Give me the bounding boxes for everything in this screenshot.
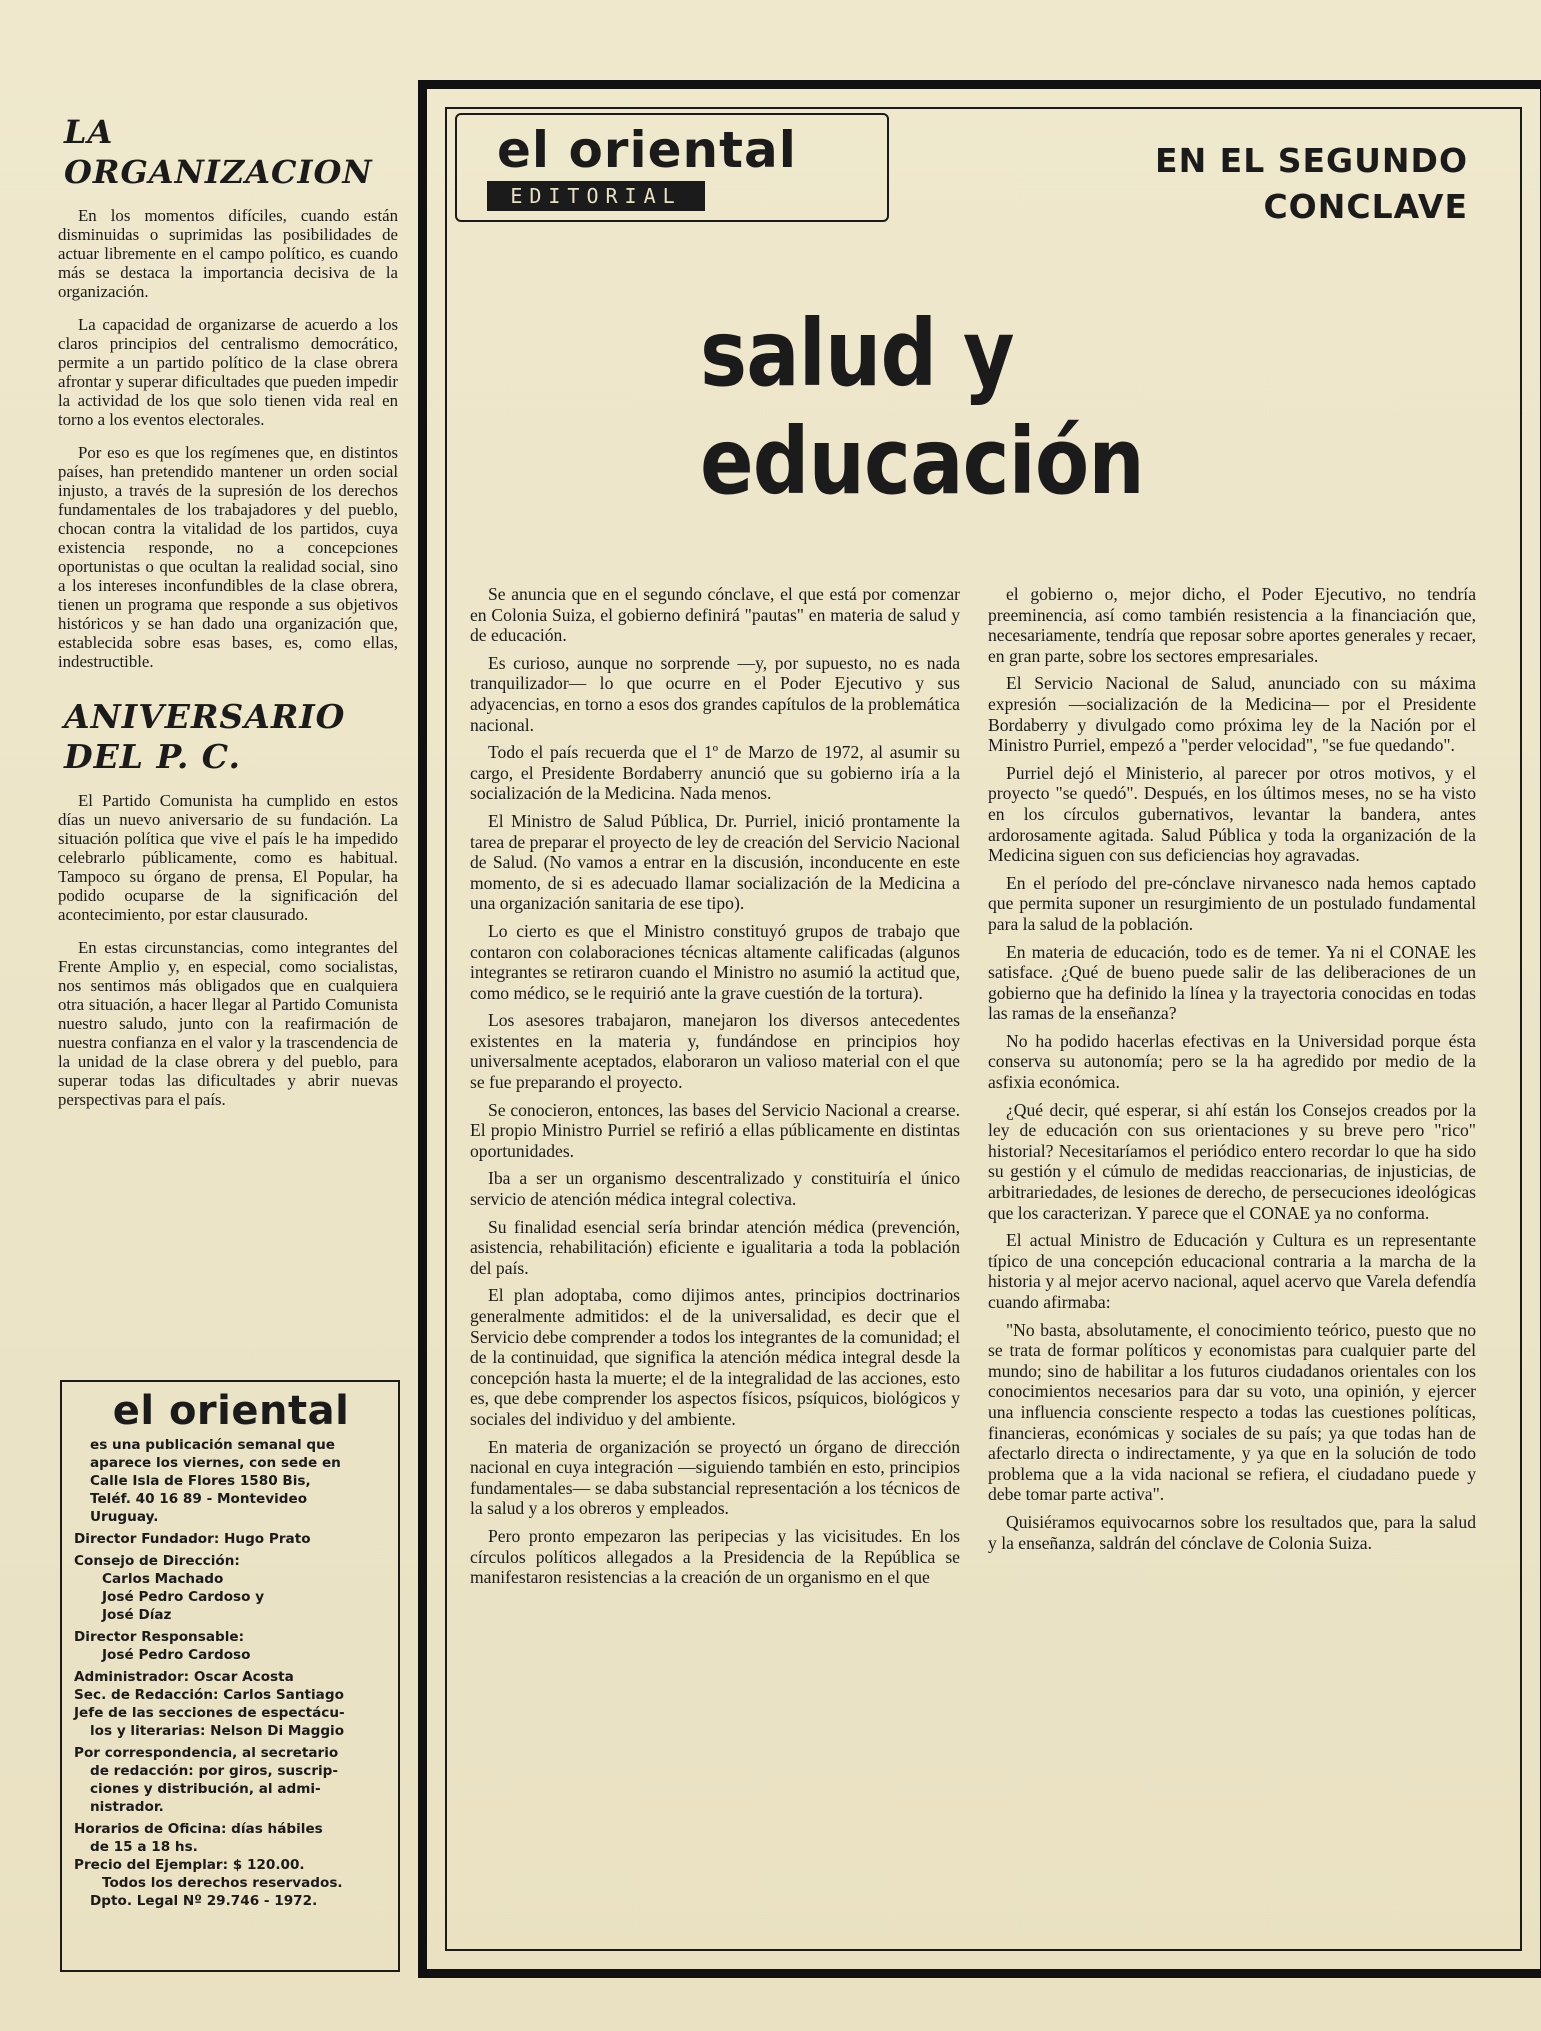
masthead-line: nistrador. <box>90 1799 164 1815</box>
paragraph: El Servicio Nacional de Salud, anunciado con su máxima expresión —socialización de la Medicina— por el Presidente Bordaberry y divulgado como próxima ley de la Nación por el Ministro Purriel, empezó a "perder velocidad", "se fue quedando". <box>988 673 1476 756</box>
logo-label: EDITORIAL <box>487 181 705 211</box>
paragraph: Purriel dejó el Ministerio, al parecer por otros motivos, y el proyecto "se quedó". Después, en los últimos meses, no se ha visto en los círculos gubernativos, levantar la bandera, antes ardorosamente agitada. Salud Pública y toda la organización de la Medicina siguen con sus deficiencias hoy agravadas. <box>988 762 1476 866</box>
paragraph: Lo cierto es que el Ministro constituyó grupos de trabajo que contaron con colaboraciones técnicas altamente calificadas (algunos integrantes se retiraron cuando el Ministro no asumió la actitud que, como médico, se le requirió ante la grave cuestión de la tortura). <box>470 920 960 1003</box>
paragraph: Pero pronto empezaron las peripecias y las vicisitudes. En los círculos políticos allegados a la Presidencia de la República se manifestaron resistencias a la creación de un organismo en el que <box>470 1525 960 1588</box>
paragraph: El Ministro de Salud Pública, Dr. Purriel, inició prontamente la tarea de preparar el proyecto de ley de creación del Servicio Nacional de Salud. (No vamos a entrar en la discusión, inconducente en este momento, de si es adecuado llamar socialización de la Medicina a una organización sanitaria de ese tipo). <box>470 810 960 914</box>
paragraph: ¿Qué decir, qué esperar, si ahí están los Consejos creados por la ley de educación con sus orientaciones y su breve pero "rico" historial? Necesitaríamos el periódico entero recordar lo que ha sido su gestión y el cúmulo de medidas reaccionarias, de injusticias, de arbitrariedades, de lesiones de derecho, de persecuciones ideológicas que los caracterizan. Y parece que el CONAE ya no conforma. <box>988 1099 1476 1223</box>
masthead-line: Todos los derechos reservados. <box>102 1875 343 1891</box>
editorial-logo <box>455 113 889 222</box>
masthead-line: Administrador: Oscar Acosta <box>74 1669 294 1685</box>
editorial-column-1 <box>470 584 960 1595</box>
masthead-line: Teléf. 40 16 89 - Montevideo <box>90 1491 308 1507</box>
masthead-line: Por correspondencia, al secretario <box>74 1745 339 1761</box>
logo-title: el oriental <box>497 121 797 179</box>
masthead-box <box>60 1380 400 1972</box>
paragraph: Su finalidad esencial sería brindar atención médica (prevención, asistencia, rehabilitación) eficiente e igualitaria a toda la población del país. <box>470 1216 960 1278</box>
masthead-line: José Díaz <box>102 1607 172 1623</box>
paragraph: Por eso es que los regímenes que, en distintos países, han pretendido mantener un orden social injusto, a través de la supresión de los derechos fundamentales de los trabajadores y del pueblo, chocan contra la vitalidad de los partidos, cuya existencia responde, no a concepciones oportunistas o que ocultan la realidad social, sino a los intereses inconfundibles de la clase obrera, tienen un programa que responde a sus objetivos históricos y se han dado una organización que, establecida sobre esas bases, es, como ellas, indestructible. <box>58 443 398 671</box>
masthead-line: Dpto. Legal Nº 29.746 - 1972. <box>90 1893 318 1909</box>
masthead-line: Director Responsable: <box>74 1629 245 1645</box>
paragraph: En estas circunstancias, como integrantes del Frente Amplio y, en especial, como socialistas, nos sentimos más obligados que en cualquiera otra situación, a hacer llegar al Partido Comunista nuestro saludo, junto con la reafirmación de nuestra confianza en el valor y la trascendencia de la unidad de la clase obrera y del pueblo, para superar todas las dificultades y abrir nuevas perspectivas para el país. <box>58 938 398 1109</box>
paragraph: El plan adoptaba, como dijimos antes, principios doctrinarios generalmente admitidos: el de la universalidad, es decir que el Servicio debe comprender a todos los integrantes de la comunidad; el de la continuidad, que significa la atención médica integral desde la concepción hasta la muerte; el de la integralidad de las acciones, esto es, que debe comprender los aspectos físicos, psíquicos, biológicos y sociales del individuo y del ambiente. <box>470 1285 960 1429</box>
masthead-line: José Pedro Cardoso y <box>102 1589 265 1605</box>
editorial-headline: salud y educación <box>700 300 1144 515</box>
paragraph: "No basta, absolutamente, el conocimiento teórico, puesto que no se trata de formar políticos y economistas para cualquier parte del mundo; sino de habilitar a los futuros ciudadanos orientales con los conocimientos necesarios para dar su voto, una opinión, y ejercer una influencia consciente respecto a todas las cuestiones políticas, financieras, económicas y sociales de su país; ya que todas han de afectarlo directa o indirectamente, y ya que en la solución de todo problema que a la vida nacional se refiera, el ciudadano puede y debe tomar parte activa". <box>988 1319 1476 1505</box>
left-sidebar <box>58 112 398 1123</box>
masthead-title: el oriental <box>112 1388 350 1434</box>
masthead-line: Calle Isla de Flores 1580 Bis, <box>90 1473 311 1489</box>
paragraph: En materia de educación, todo es de temer. Ya ni el CONAE les satisface. ¿Qué de bueno puede salir de las deliberaciones de un gobierno que ha definido la línea y la trayectoria conocidas en todas las ramas de la enseñanza? <box>988 941 1476 1024</box>
masthead-line: Horarios de Oficina: días hábiles <box>74 1821 323 1837</box>
paragraph: Se anuncia que en el segundo cónclave, el que está por comenzar en Colonia Suiza, el gobierno definirá "pautas" en materia de salud y de educación. <box>470 584 960 646</box>
paragraph: En materia de organización se proyectó un órgano de dirección nacional en cuya integración —siguiendo también en esto, principios fundamentales— se daba substancial representación a los técnicos de la salud y a los obreros y empleados. <box>470 1436 960 1519</box>
paragraph: La capacidad de organizarse de acuerdo a los claros principios del centralismo democrático, permite a un partido político de la clase obrera afrontar y superar dificultades que pueden impedir la actividad de los que solo tienen vida real en torno a los eventos electorales. <box>58 315 398 429</box>
paragraph: No ha podido hacerlas efectivas en la Universidad porque ésta conserva su autonomía; pero se la ha agredido por medio de la asfixia económica. <box>988 1030 1476 1093</box>
masthead-line: los y literarias: Nelson Di Maggio <box>90 1723 345 1739</box>
masthead-line: Jefe de las secciones de espectácu- <box>74 1705 345 1721</box>
paragraph: El actual Ministro de Educación y Cultura es un representante típico de una concepción educacional contraria a la marcha de la historia y al mejor acervo nacional, aquel acervo que Varela defendía cuando afirmaba: <box>988 1230 1476 1312</box>
masthead-line: Precio del Ejemplar: $ 120.00. <box>74 1857 305 1873</box>
paragraph: En los momentos difíciles, cuando están disminuidas o suprimidas las posibilidades de actuar libremente en el campo político, es cuando más se destaca la importancia decisiva de la organización. <box>58 206 398 301</box>
masthead-line: Consejo de Dirección: <box>74 1553 240 1569</box>
masthead-line: ciones y distribución, al admi- <box>90 1781 321 1797</box>
paragraph: Todo el país recuerda que el 1º de Marzo de 1972, al asumir su cargo, el Presidente Bordaberry anunció que su gobierno iría a la socialización de la Medicina. Nada menos. <box>470 742 960 804</box>
section-title-organizacion: LA ORGANIZACION <box>64 113 373 191</box>
masthead-line: es una publicación semanal que <box>90 1437 335 1453</box>
paragraph: El Partido Comunista ha cumplido en estos días un nuevo aniversario de su fundación. La situación política que vive el país le ha impedido celebrarlo públicamente, como es habitual. Tampoco su órgano de prensa, El Popular, ha podido ocuparse de la significación del acontecimiento, por estar clausurado. <box>58 791 398 924</box>
masthead-line: de redacción: por giros, suscrip- <box>90 1763 339 1779</box>
section-title-aniversario: ANIVERSARIO DEL P. C. <box>64 697 346 776</box>
editorial-topic: EN EL SEGUNDO CONCLAVE <box>1155 141 1468 226</box>
masthead-line: Sec. de Redacción: Carlos Santiago <box>74 1687 344 1703</box>
paragraph: el gobierno o, mejor dicho, el Poder Ejecutivo, no tendría preeminencia, así como también resistencia a la financiación que, necesariamente, tendría que reposar sobre aportes generales y recaer, en gran parte, sobre los sectores empresariales. <box>988 584 1476 666</box>
paragraph: Iba a ser un organismo descentralizado y constituiría el único servicio de atención médica integral colectiva. <box>470 1168 960 1210</box>
masthead-line: de 15 a 18 hs. <box>90 1839 198 1855</box>
masthead-details <box>74 1436 388 1910</box>
section-body-organizacion <box>58 206 398 671</box>
masthead-line: Director Fundador: Hugo Prato <box>74 1531 311 1547</box>
masthead-line: José Pedro Cardoso <box>102 1647 251 1663</box>
masthead-line: Carlos Machado <box>102 1571 224 1587</box>
paragraph: Los asesores trabajaron, manejaron los diversos antecedentes existentes en la materia y, fundándose en principios hoy universalmente aceptados, elaboraron un valioso material con el que se fue preparando el proyecto. <box>470 1010 960 1093</box>
paragraph: Quisiéramos equivocarnos sobre los resultados que, para la salud y la enseñanza, saldrán del cónclave de Colonia Suiza. <box>988 1511 1476 1553</box>
masthead-line: aparece los viernes, con sede en <box>90 1455 341 1471</box>
section-body-aniversario <box>58 791 398 1109</box>
paragraph: Se conocieron, entonces, las bases del Servicio Nacional a crearse. El propio Ministro Purriel se refirió a ellas públicamente en distintas oportunidades. <box>470 1099 960 1161</box>
masthead-line: Uruguay. <box>90 1509 159 1525</box>
editorial-column-2 <box>988 584 1476 1560</box>
paragraph: Es curioso, aunque no sorprende —y, por supuesto, no es nada tranquilizador— lo que ocurre en el Poder Ejecutivo y sus adyacencias, en torno a esos dos grandes capítulos de la problemática nacional. <box>470 652 960 735</box>
paragraph: En el período del pre-cónclave nirvanesco nada hemos captado que permita suponer un resurgimiento de un postulado fundamental para la salud de la población. <box>988 872 1476 934</box>
